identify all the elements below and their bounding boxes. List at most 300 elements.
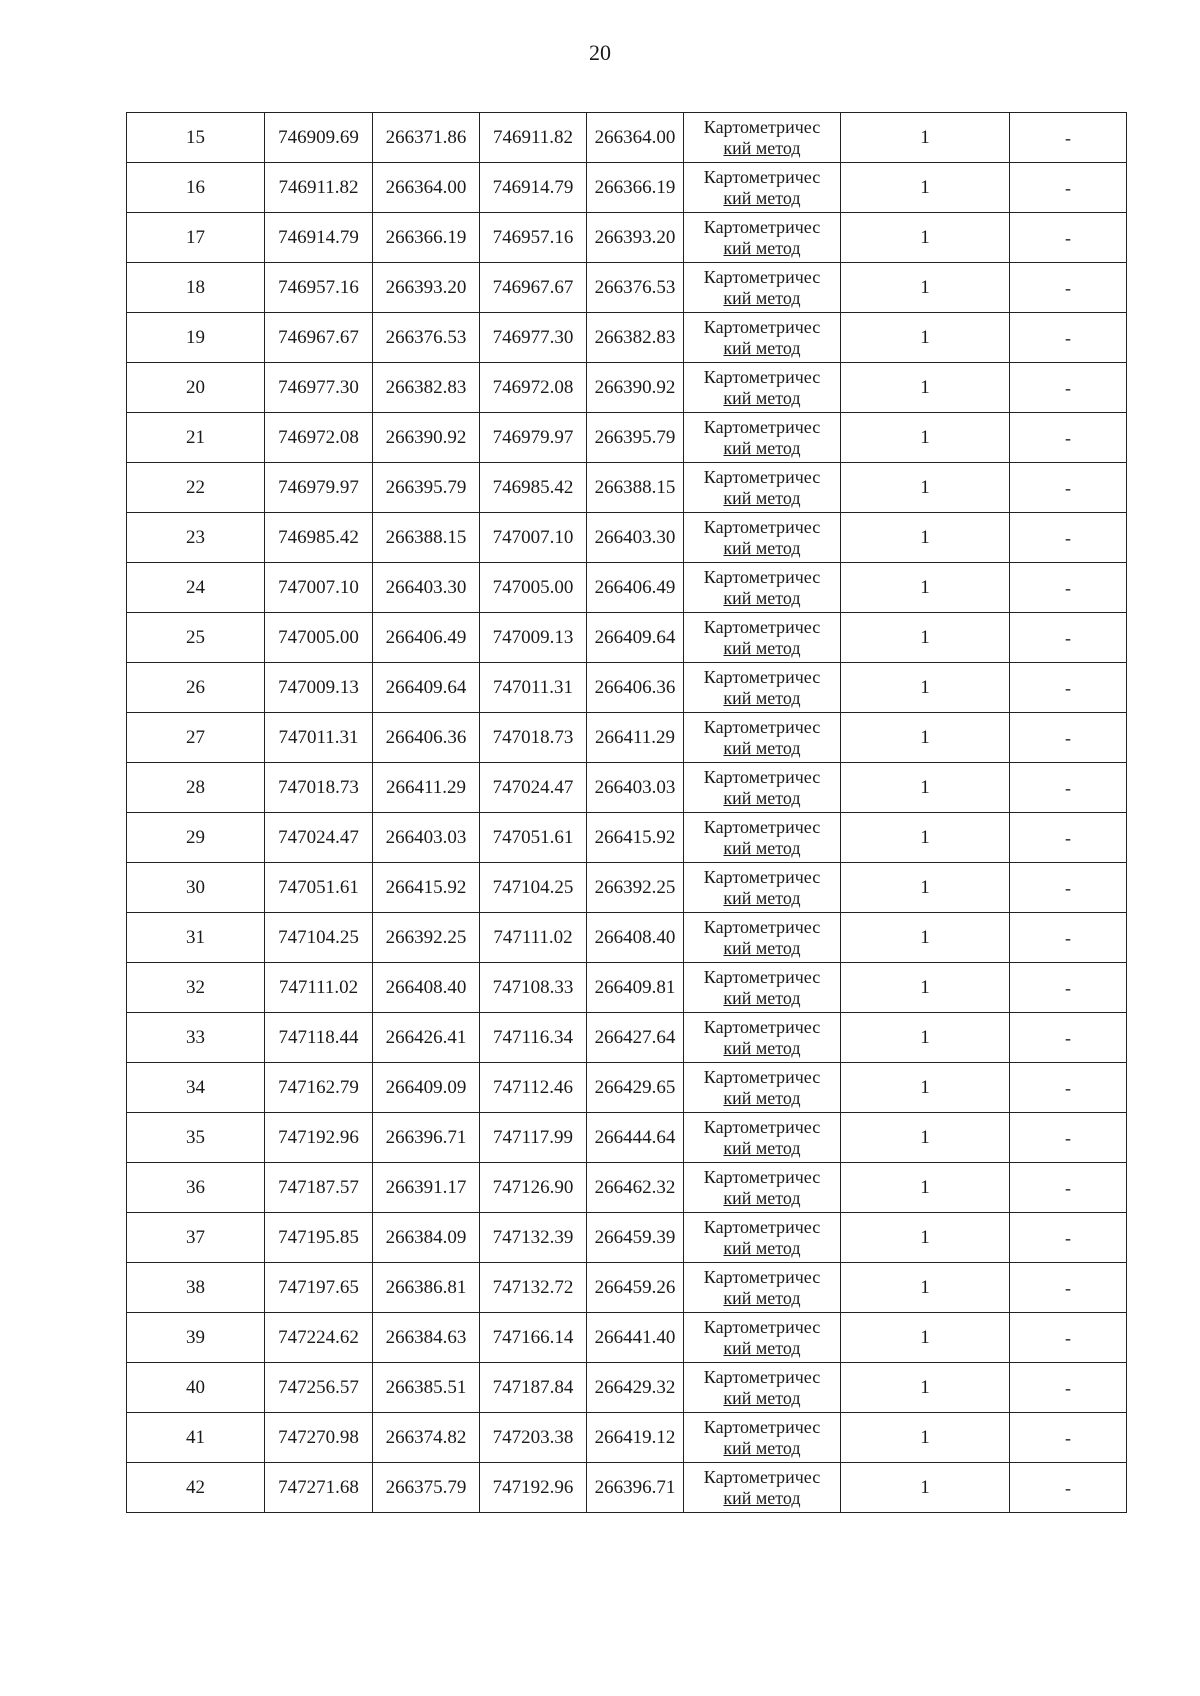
method-line-1: Картометричес xyxy=(703,516,821,537)
table-row xyxy=(127,363,1127,413)
point-number-cell: 33 xyxy=(127,1013,265,1063)
note-cell: - xyxy=(1010,1313,1127,1363)
x2-coordinate-cell: 747007.10 xyxy=(480,513,587,563)
note-cell: - xyxy=(1010,763,1127,813)
x2-coordinate-cell: 747126.90 xyxy=(480,1163,587,1213)
table-row xyxy=(127,663,1127,713)
y1-coordinate-cell: 266411.29 xyxy=(373,763,480,813)
point-number-cell: 35 xyxy=(127,1113,265,1163)
method-line-2: кий метод xyxy=(723,1337,801,1358)
page-number: 20 xyxy=(589,40,611,65)
x1-coordinate-cell: 747197.65 xyxy=(265,1263,373,1313)
y1-coordinate-cell: 266395.79 xyxy=(373,463,480,513)
y1-coordinate-cell: 266391.17 xyxy=(373,1163,480,1213)
method-cell xyxy=(684,1263,841,1313)
point-number-cell: 29 xyxy=(127,813,265,863)
point-number-cell: 22 xyxy=(127,463,265,513)
x1-coordinate-cell: 746957.16 xyxy=(265,263,373,313)
note-cell: - xyxy=(1010,1063,1127,1113)
y1-coordinate-cell: 266408.40 xyxy=(373,963,480,1013)
x2-coordinate-cell: 747011.31 xyxy=(480,663,587,713)
method-cell xyxy=(684,1413,841,1463)
note-cell: - xyxy=(1010,363,1127,413)
method-cell xyxy=(684,1013,841,1063)
note-cell: - xyxy=(1010,613,1127,663)
y2-coordinate-cell: 266366.19 xyxy=(587,163,684,213)
y2-coordinate-cell: 266393.20 xyxy=(587,213,684,263)
table-row xyxy=(127,1463,1127,1513)
y1-coordinate-cell: 266426.41 xyxy=(373,1013,480,1063)
method-line-2: кий метод xyxy=(723,737,801,758)
point-number-cell: 20 xyxy=(127,363,265,413)
y2-coordinate-cell: 266409.81 xyxy=(587,963,684,1013)
y2-coordinate-cell: 266462.32 xyxy=(587,1163,684,1213)
method-cell xyxy=(684,863,841,913)
note-cell: - xyxy=(1010,513,1127,563)
accuracy-cell: 1 xyxy=(841,863,1010,913)
method-cell xyxy=(684,163,841,213)
y1-coordinate-cell: 266409.09 xyxy=(373,1063,480,1113)
x2-coordinate-cell: 747116.34 xyxy=(480,1013,587,1063)
point-number-cell: 26 xyxy=(127,663,265,713)
y1-coordinate-cell: 266374.82 xyxy=(373,1413,480,1463)
point-number-cell: 18 xyxy=(127,263,265,313)
table-row xyxy=(127,563,1127,613)
note-cell: - xyxy=(1010,1013,1127,1063)
method-line-1: Картометричес xyxy=(703,966,821,987)
table-row xyxy=(127,513,1127,563)
accuracy-cell: 1 xyxy=(841,1013,1010,1063)
x2-coordinate-cell: 746977.30 xyxy=(480,313,587,363)
note-cell: - xyxy=(1010,1263,1127,1313)
note-cell: - xyxy=(1010,163,1127,213)
y1-coordinate-cell: 266385.51 xyxy=(373,1363,480,1413)
y2-coordinate-cell: 266459.39 xyxy=(587,1213,684,1263)
x2-coordinate-cell: 747112.46 xyxy=(480,1063,587,1113)
method-line-1: Картометричес xyxy=(703,466,821,487)
method-line-2: кий метод xyxy=(723,1087,801,1108)
method-line-1: Картометричес xyxy=(703,116,821,137)
y2-coordinate-cell: 266392.25 xyxy=(587,863,684,913)
x2-coordinate-cell: 747024.47 xyxy=(480,763,587,813)
accuracy-cell: 1 xyxy=(841,313,1010,363)
method-line-2: кий метод xyxy=(723,987,801,1008)
y2-coordinate-cell: 266429.65 xyxy=(587,1063,684,1113)
x2-coordinate-cell: 746972.08 xyxy=(480,363,587,413)
method-line-1: Картометричес xyxy=(703,666,821,687)
note-cell: - xyxy=(1010,713,1127,763)
y2-coordinate-cell: 266415.92 xyxy=(587,813,684,863)
method-cell xyxy=(684,1213,841,1263)
y2-coordinate-cell: 266441.40 xyxy=(587,1313,684,1363)
note-cell: - xyxy=(1010,663,1127,713)
y1-coordinate-cell: 266384.09 xyxy=(373,1213,480,1263)
method-cell xyxy=(684,413,841,463)
x1-coordinate-cell: 747118.44 xyxy=(265,1013,373,1063)
y2-coordinate-cell: 266382.83 xyxy=(587,313,684,363)
x2-coordinate-cell: 747104.25 xyxy=(480,863,587,913)
x1-coordinate-cell: 746979.97 xyxy=(265,463,373,513)
accuracy-cell: 1 xyxy=(841,1063,1010,1113)
table-row xyxy=(127,813,1127,863)
point-number-cell: 21 xyxy=(127,413,265,463)
x1-coordinate-cell: 747256.57 xyxy=(265,1363,373,1413)
x1-coordinate-cell: 747271.68 xyxy=(265,1463,373,1513)
accuracy-cell: 1 xyxy=(841,1263,1010,1313)
x2-coordinate-cell: 746985.42 xyxy=(480,463,587,513)
y2-coordinate-cell: 266403.03 xyxy=(587,763,684,813)
method-cell xyxy=(684,113,841,163)
accuracy-cell: 1 xyxy=(841,413,1010,463)
method-line-2: кий метод xyxy=(723,937,801,958)
y1-coordinate-cell: 266392.25 xyxy=(373,913,480,963)
method-line-2: кий метод xyxy=(723,487,801,508)
method-line-2: кий метод xyxy=(723,1037,801,1058)
table-row xyxy=(127,313,1127,363)
method-line-1: Картометричес xyxy=(703,816,821,837)
accuracy-cell: 1 xyxy=(841,113,1010,163)
method-line-2: кий метод xyxy=(723,237,801,258)
y2-coordinate-cell: 266444.64 xyxy=(587,1113,684,1163)
x2-coordinate-cell: 747132.39 xyxy=(480,1213,587,1263)
y1-coordinate-cell: 266366.19 xyxy=(373,213,480,263)
x1-coordinate-cell: 746985.42 xyxy=(265,513,373,563)
accuracy-cell: 1 xyxy=(841,813,1010,863)
accuracy-cell: 1 xyxy=(841,913,1010,963)
table-row xyxy=(127,213,1127,263)
x1-coordinate-cell: 747162.79 xyxy=(265,1063,373,1113)
method-cell xyxy=(684,1113,841,1163)
x2-coordinate-cell: 747111.02 xyxy=(480,913,587,963)
table-row xyxy=(127,913,1127,963)
note-cell: - xyxy=(1010,413,1127,463)
x1-coordinate-cell: 747009.13 xyxy=(265,663,373,713)
x2-coordinate-cell: 747018.73 xyxy=(480,713,587,763)
accuracy-cell: 1 xyxy=(841,963,1010,1013)
point-number-cell: 32 xyxy=(127,963,265,1013)
x2-coordinate-cell: 746957.16 xyxy=(480,213,587,263)
method-line-2: кий метод xyxy=(723,587,801,608)
table-row xyxy=(127,1063,1127,1113)
table-row xyxy=(127,1413,1127,1463)
point-number-cell: 31 xyxy=(127,913,265,963)
method-cell xyxy=(684,813,841,863)
method-line-2: кий метод xyxy=(723,437,801,458)
accuracy-cell: 1 xyxy=(841,263,1010,313)
table-row xyxy=(127,1213,1127,1263)
y1-coordinate-cell: 266393.20 xyxy=(373,263,480,313)
x2-coordinate-cell: 746914.79 xyxy=(480,163,587,213)
note-cell: - xyxy=(1010,563,1127,613)
y2-coordinate-cell: 266427.64 xyxy=(587,1013,684,1063)
point-number-cell: 36 xyxy=(127,1163,265,1213)
x2-coordinate-cell: 747117.99 xyxy=(480,1113,587,1163)
table-body xyxy=(127,113,1127,1513)
method-line-1: Картометричес xyxy=(703,1416,821,1437)
point-number-cell: 24 xyxy=(127,563,265,613)
method-line-1: Картометричес xyxy=(703,216,821,237)
table-row xyxy=(127,1263,1127,1313)
y1-coordinate-cell: 266364.00 xyxy=(373,163,480,213)
note-cell: - xyxy=(1010,113,1127,163)
x1-coordinate-cell: 747270.98 xyxy=(265,1413,373,1463)
x1-coordinate-cell: 747224.62 xyxy=(265,1313,373,1363)
accuracy-cell: 1 xyxy=(841,163,1010,213)
method-line-2: кий метод xyxy=(723,537,801,558)
point-number-cell: 27 xyxy=(127,713,265,763)
note-cell: - xyxy=(1010,813,1127,863)
accuracy-cell: 1 xyxy=(841,1363,1010,1413)
method-line-2: кий метод xyxy=(723,137,801,158)
y2-coordinate-cell: 266459.26 xyxy=(587,1263,684,1313)
x2-coordinate-cell: 747009.13 xyxy=(480,613,587,663)
method-line-2: кий метод xyxy=(723,637,801,658)
note-cell: - xyxy=(1010,1113,1127,1163)
method-line-1: Картометричес xyxy=(703,1016,821,1037)
method-line-1: Картометричес xyxy=(703,1316,821,1337)
y2-coordinate-cell: 266411.29 xyxy=(587,713,684,763)
note-cell: - xyxy=(1010,263,1127,313)
x2-coordinate-cell: 747192.96 xyxy=(480,1463,587,1513)
method-line-2: кий метод xyxy=(723,1387,801,1408)
method-cell xyxy=(684,1163,841,1213)
method-cell xyxy=(684,913,841,963)
point-number-cell: 19 xyxy=(127,313,265,363)
method-line-2: кий метод xyxy=(723,887,801,908)
method-line-1: Картометричес xyxy=(703,266,821,287)
x1-coordinate-cell: 747011.31 xyxy=(265,713,373,763)
table-row xyxy=(127,1113,1127,1163)
x1-coordinate-cell: 746914.79 xyxy=(265,213,373,263)
y2-coordinate-cell: 266395.79 xyxy=(587,413,684,463)
x1-coordinate-cell: 747018.73 xyxy=(265,763,373,813)
point-number-cell: 39 xyxy=(127,1313,265,1363)
y1-coordinate-cell: 266382.83 xyxy=(373,363,480,413)
x2-coordinate-cell: 747132.72 xyxy=(480,1263,587,1313)
method-cell xyxy=(684,263,841,313)
accuracy-cell: 1 xyxy=(841,463,1010,513)
method-line-2: кий метод xyxy=(723,287,801,308)
note-cell: - xyxy=(1010,863,1127,913)
coordinates-table xyxy=(126,112,1127,1513)
method-cell xyxy=(684,1063,841,1113)
method-line-1: Картометричес xyxy=(703,1366,821,1387)
accuracy-cell: 1 xyxy=(841,1113,1010,1163)
accuracy-cell: 1 xyxy=(841,213,1010,263)
y1-coordinate-cell: 266384.63 xyxy=(373,1313,480,1363)
table-row xyxy=(127,163,1127,213)
y2-coordinate-cell: 266364.00 xyxy=(587,113,684,163)
x2-coordinate-cell: 746967.67 xyxy=(480,263,587,313)
method-cell xyxy=(684,463,841,513)
accuracy-cell: 1 xyxy=(841,663,1010,713)
method-cell xyxy=(684,513,841,563)
table-row xyxy=(127,1013,1127,1063)
note-cell: - xyxy=(1010,463,1127,513)
x1-coordinate-cell: 747007.10 xyxy=(265,563,373,613)
table-row xyxy=(127,713,1127,763)
method-line-1: Картометричес xyxy=(703,1216,821,1237)
accuracy-cell: 1 xyxy=(841,613,1010,663)
x2-coordinate-cell: 747108.33 xyxy=(480,963,587,1013)
x2-coordinate-cell: 746979.97 xyxy=(480,413,587,463)
y1-coordinate-cell: 266390.92 xyxy=(373,413,480,463)
point-number-cell: 17 xyxy=(127,213,265,263)
table-row xyxy=(127,413,1127,463)
point-number-cell: 16 xyxy=(127,163,265,213)
x2-coordinate-cell: 746911.82 xyxy=(480,113,587,163)
method-line-1: Картометричес xyxy=(703,166,821,187)
note-cell: - xyxy=(1010,913,1127,963)
method-line-1: Картометричес xyxy=(703,366,821,387)
x1-coordinate-cell: 747005.00 xyxy=(265,613,373,663)
x1-coordinate-cell: 747195.85 xyxy=(265,1213,373,1263)
y2-coordinate-cell: 266419.12 xyxy=(587,1413,684,1463)
method-cell xyxy=(684,763,841,813)
table-row xyxy=(127,613,1127,663)
accuracy-cell: 1 xyxy=(841,1213,1010,1263)
method-line-1: Картометричес xyxy=(703,766,821,787)
y1-coordinate-cell: 266406.49 xyxy=(373,613,480,663)
method-cell xyxy=(684,663,841,713)
method-line-1: Картометричес xyxy=(703,416,821,437)
point-number-cell: 37 xyxy=(127,1213,265,1263)
y1-coordinate-cell: 266371.86 xyxy=(373,113,480,163)
x1-coordinate-cell: 746911.82 xyxy=(265,163,373,213)
table-row xyxy=(127,113,1127,163)
accuracy-cell: 1 xyxy=(841,363,1010,413)
x1-coordinate-cell: 747111.02 xyxy=(265,963,373,1013)
method-cell xyxy=(684,1363,841,1413)
method-cell xyxy=(684,963,841,1013)
note-cell: - xyxy=(1010,1413,1127,1463)
method-line-1: Картометричес xyxy=(703,616,821,637)
x2-coordinate-cell: 747005.00 xyxy=(480,563,587,613)
table-row xyxy=(127,963,1127,1013)
y2-coordinate-cell: 266388.15 xyxy=(587,463,684,513)
method-cell xyxy=(684,613,841,663)
y1-coordinate-cell: 266403.03 xyxy=(373,813,480,863)
point-number-cell: 42 xyxy=(127,1463,265,1513)
method-line-2: кий метод xyxy=(723,1187,801,1208)
y2-coordinate-cell: 266403.30 xyxy=(587,513,684,563)
method-cell xyxy=(684,213,841,263)
x2-coordinate-cell: 747187.84 xyxy=(480,1363,587,1413)
method-line-1: Картометричес xyxy=(703,1266,821,1287)
point-number-cell: 34 xyxy=(127,1063,265,1113)
method-cell xyxy=(684,1313,841,1363)
note-cell: - xyxy=(1010,1213,1127,1263)
method-line-2: кий метод xyxy=(723,687,801,708)
note-cell: - xyxy=(1010,963,1127,1013)
method-line-1: Картометричес xyxy=(703,1066,821,1087)
y2-coordinate-cell: 266396.71 xyxy=(587,1463,684,1513)
method-cell xyxy=(684,313,841,363)
method-line-1: Картометричес xyxy=(703,716,821,737)
accuracy-cell: 1 xyxy=(841,1163,1010,1213)
accuracy-cell: 1 xyxy=(841,563,1010,613)
accuracy-cell: 1 xyxy=(841,1463,1010,1513)
x1-coordinate-cell: 747187.57 xyxy=(265,1163,373,1213)
x1-coordinate-cell: 746977.30 xyxy=(265,363,373,413)
method-line-1: Картометричес xyxy=(703,1116,821,1137)
note-cell: - xyxy=(1010,1463,1127,1513)
point-number-cell: 30 xyxy=(127,863,265,913)
point-number-cell: 40 xyxy=(127,1363,265,1413)
point-number-cell: 38 xyxy=(127,1263,265,1313)
table-row xyxy=(127,463,1127,513)
accuracy-cell: 1 xyxy=(841,763,1010,813)
y2-coordinate-cell: 266376.53 xyxy=(587,263,684,313)
table-row xyxy=(127,863,1127,913)
x1-coordinate-cell: 746967.67 xyxy=(265,313,373,363)
method-cell xyxy=(684,363,841,413)
accuracy-cell: 1 xyxy=(841,513,1010,563)
point-number-cell: 28 xyxy=(127,763,265,813)
x2-coordinate-cell: 747166.14 xyxy=(480,1313,587,1363)
y2-coordinate-cell: 266406.49 xyxy=(587,563,684,613)
accuracy-cell: 1 xyxy=(841,713,1010,763)
table-row xyxy=(127,263,1127,313)
method-line-2: кий метод xyxy=(723,387,801,408)
method-cell xyxy=(684,563,841,613)
y1-coordinate-cell: 266409.64 xyxy=(373,663,480,713)
table-row xyxy=(127,763,1127,813)
method-line-2: кий метод xyxy=(723,187,801,208)
method-line-1: Картометричес xyxy=(703,1466,821,1487)
y1-coordinate-cell: 266375.79 xyxy=(373,1463,480,1513)
x1-coordinate-cell: 746909.69 xyxy=(265,113,373,163)
y1-coordinate-cell: 266388.15 xyxy=(373,513,480,563)
x2-coordinate-cell: 747203.38 xyxy=(480,1413,587,1463)
method-line-2: кий метод xyxy=(723,1137,801,1158)
note-cell: - xyxy=(1010,313,1127,363)
x2-coordinate-cell: 747051.61 xyxy=(480,813,587,863)
method-line-2: кий метод xyxy=(723,1237,801,1258)
x1-coordinate-cell: 747104.25 xyxy=(265,913,373,963)
accuracy-cell: 1 xyxy=(841,1313,1010,1363)
x1-coordinate-cell: 746972.08 xyxy=(265,413,373,463)
y1-coordinate-cell: 266376.53 xyxy=(373,313,480,363)
note-cell: - xyxy=(1010,213,1127,263)
y2-coordinate-cell: 266409.64 xyxy=(587,613,684,663)
method-cell xyxy=(684,713,841,763)
table-row xyxy=(127,1313,1127,1363)
y2-coordinate-cell: 266408.40 xyxy=(587,913,684,963)
accuracy-cell: 1 xyxy=(841,1413,1010,1463)
method-line-1: Картометричес xyxy=(703,566,821,587)
x1-coordinate-cell: 747192.96 xyxy=(265,1113,373,1163)
method-line-2: кий метод xyxy=(723,1287,801,1308)
y2-coordinate-cell: 266390.92 xyxy=(587,363,684,413)
method-line-2: кий метод xyxy=(723,337,801,358)
method-line-2: кий метод xyxy=(723,1437,801,1458)
x1-coordinate-cell: 747024.47 xyxy=(265,813,373,863)
y1-coordinate-cell: 266386.81 xyxy=(373,1263,480,1313)
method-line-1: Картометричес xyxy=(703,316,821,337)
method-line-1: Картометричес xyxy=(703,866,821,887)
table-row xyxy=(127,1163,1127,1213)
y1-coordinate-cell: 266406.36 xyxy=(373,713,480,763)
x1-coordinate-cell: 747051.61 xyxy=(265,863,373,913)
note-cell: - xyxy=(1010,1363,1127,1413)
point-number-cell: 15 xyxy=(127,113,265,163)
method-cell xyxy=(684,1463,841,1513)
point-number-cell: 41 xyxy=(127,1413,265,1463)
method-line-2: кий метод xyxy=(723,837,801,858)
method-line-1: Картометричес xyxy=(703,1166,821,1187)
table-row xyxy=(127,1363,1127,1413)
